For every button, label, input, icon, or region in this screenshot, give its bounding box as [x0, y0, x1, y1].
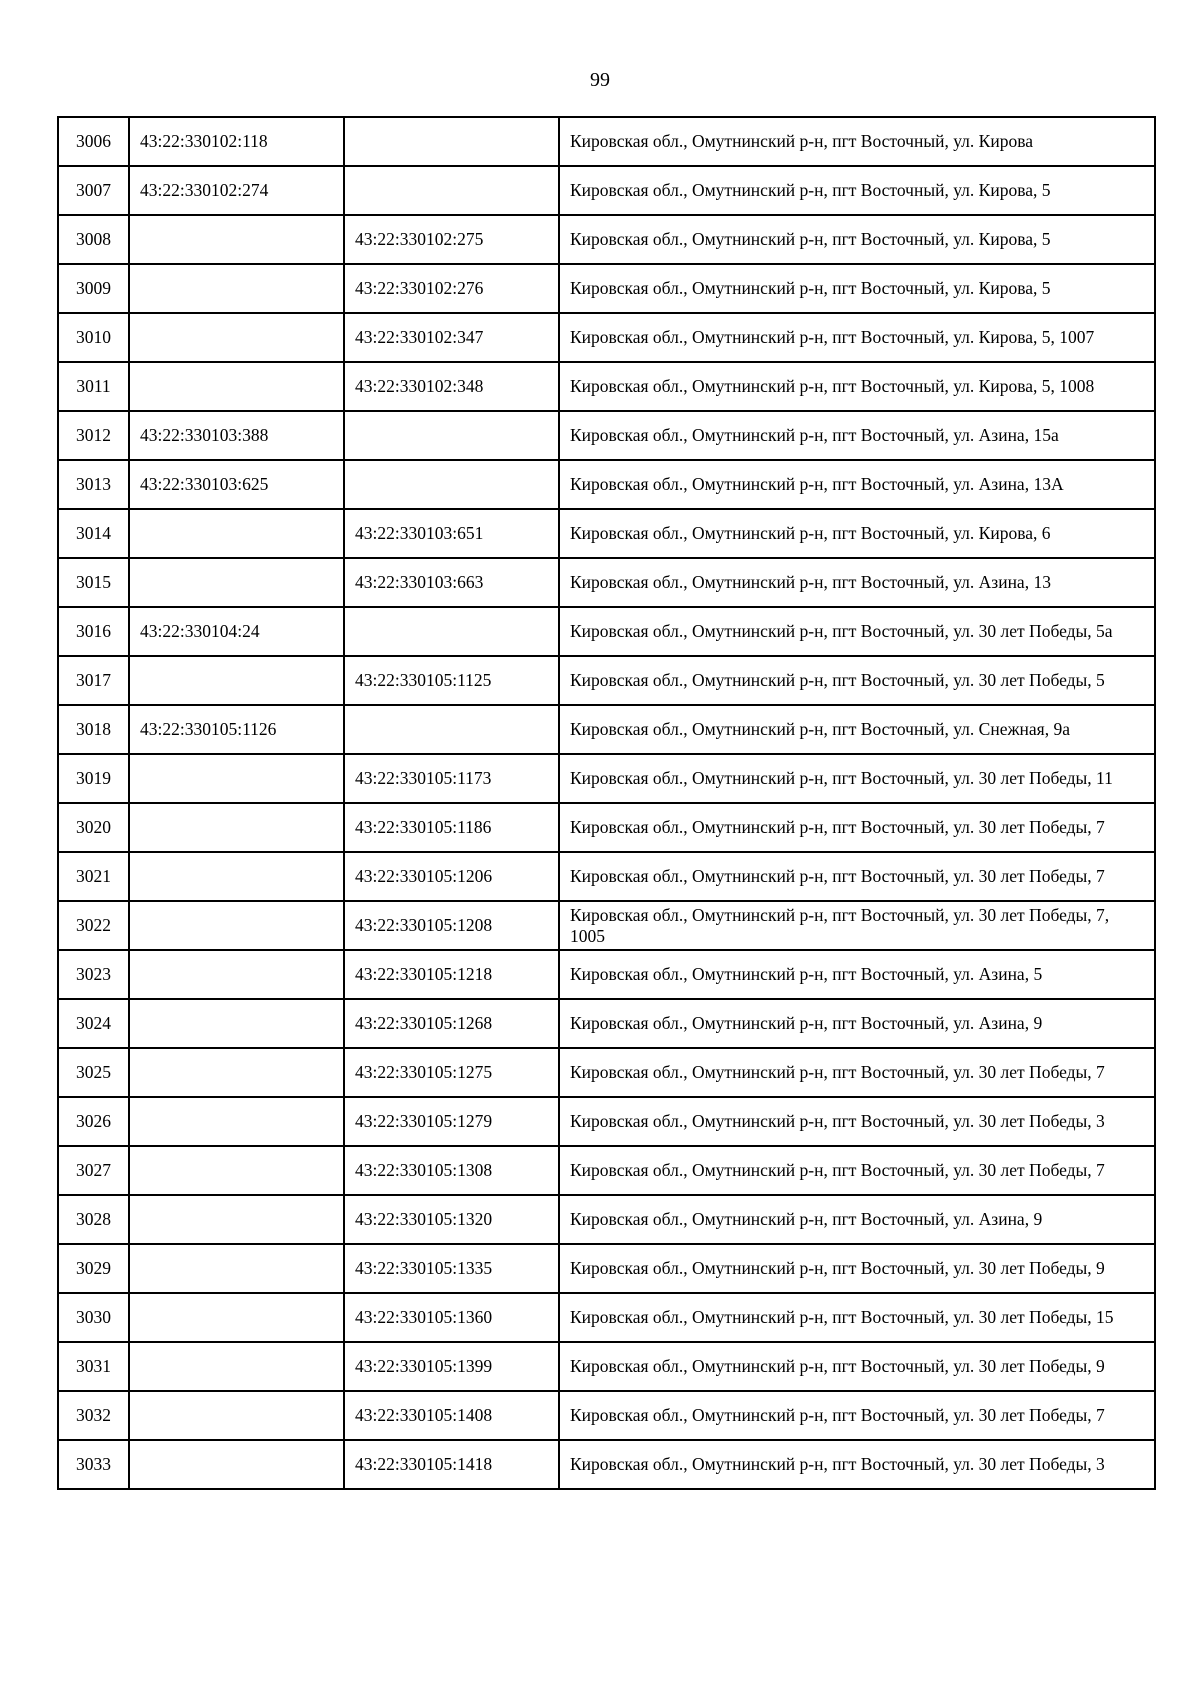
table-row [58, 313, 1155, 362]
building-cadastral-number-cell: 43:22:330105:1275 [344, 1048, 559, 1097]
parcel-cadastral-number-cell: 43:22:330103:625 [129, 460, 344, 509]
table-row [58, 999, 1155, 1048]
address-cell: Кировская обл., Омутнинский р-н, пгт Восточный, ул. Кирова [559, 117, 1155, 166]
row-number-cell: 3014 [58, 509, 129, 558]
parcel-cadastral-number-cell [129, 1195, 344, 1244]
building-cadastral-number-cell: 43:22:330102:348 [344, 362, 559, 411]
address-cell: Кировская обл., Омутнинский р-н, пгт Восточный, ул. Кирова, 5, 1007 [559, 313, 1155, 362]
table-row [58, 1244, 1155, 1293]
parcel-cadastral-number-cell [129, 901, 344, 950]
building-cadastral-number-cell [344, 117, 559, 166]
building-cadastral-number-cell [344, 607, 559, 656]
address-cell: Кировская обл., Омутнинский р-н, пгт Восточный, ул. Кирова, 5, 1008 [559, 362, 1155, 411]
table-row [58, 803, 1155, 852]
table-row [58, 117, 1155, 166]
table-row [58, 754, 1155, 803]
address-cell: Кировская обл., Омутнинский р-н, пгт Восточный, ул. 30 лет Победы, 7 [559, 852, 1155, 901]
address-cell: Кировская обл., Омутнинский р-н, пгт Восточный, ул. 30 лет Победы, 3 [559, 1097, 1155, 1146]
row-number-cell: 3015 [58, 558, 129, 607]
table-row [58, 264, 1155, 313]
address-cell: Кировская обл., Омутнинский р-н, пгт Восточный, ул. 30 лет Победы, 9 [559, 1342, 1155, 1391]
row-number-cell: 3011 [58, 362, 129, 411]
registry-table [57, 116, 1156, 1490]
address-cell: Кировская обл., Омутнинский р-н, пгт Восточный, ул. Азина, 13А [559, 460, 1155, 509]
parcel-cadastral-number-cell [129, 1391, 344, 1440]
row-number-cell: 3028 [58, 1195, 129, 1244]
building-cadastral-number-cell: 43:22:330103:663 [344, 558, 559, 607]
parcel-cadastral-number-cell [129, 852, 344, 901]
parcel-cadastral-number-cell [129, 1146, 344, 1195]
row-number-cell: 3030 [58, 1293, 129, 1342]
building-cadastral-number-cell: 43:22:330105:1360 [344, 1293, 559, 1342]
building-cadastral-number-cell: 43:22:330105:1206 [344, 852, 559, 901]
table-row [58, 1048, 1155, 1097]
table-row [58, 607, 1155, 656]
address-cell: Кировская обл., Омутнинский р-н, пгт Восточный, ул. Азина, 9 [559, 1195, 1155, 1244]
row-number-cell: 3023 [58, 950, 129, 999]
row-number-cell: 3032 [58, 1391, 129, 1440]
row-number-cell: 3012 [58, 411, 129, 460]
row-number-cell: 3025 [58, 1048, 129, 1097]
building-cadastral-number-cell: 43:22:330105:1308 [344, 1146, 559, 1195]
table-row [58, 215, 1155, 264]
table-row [58, 852, 1155, 901]
table-row [58, 1146, 1155, 1195]
parcel-cadastral-number-cell [129, 1342, 344, 1391]
parcel-cadastral-number-cell [129, 362, 344, 411]
parcel-cadastral-number-cell [129, 264, 344, 313]
table-row [58, 166, 1155, 215]
table-row [58, 950, 1155, 999]
parcel-cadastral-number-cell [129, 950, 344, 999]
building-cadastral-number-cell: 43:22:330105:1418 [344, 1440, 559, 1489]
building-cadastral-number-cell: 43:22:330103:651 [344, 509, 559, 558]
row-number-cell: 3017 [58, 656, 129, 705]
building-cadastral-number-cell [344, 705, 559, 754]
parcel-cadastral-number-cell [129, 1097, 344, 1146]
table-row [58, 362, 1155, 411]
row-number-cell: 3027 [58, 1146, 129, 1195]
address-cell: Кировская обл., Омутнинский р-н, пгт Восточный, ул. Кирова, 5 [559, 215, 1155, 264]
parcel-cadastral-number-cell [129, 313, 344, 362]
address-cell: Кировская обл., Омутнинский р-н, пгт Восточный, ул. 30 лет Победы, 11 [559, 754, 1155, 803]
table-row [58, 411, 1155, 460]
address-cell: Кировская обл., Омутнинский р-н, пгт Восточный, ул. 30 лет Победы, 7 [559, 1391, 1155, 1440]
address-cell: Кировская обл., Омутнинский р-н, пгт Восточный, ул. Азина, 13 [559, 558, 1155, 607]
building-cadastral-number-cell: 43:22:330105:1408 [344, 1391, 559, 1440]
address-cell: Кировская обл., Омутнинский р-н, пгт Восточный, ул. 30 лет Победы, 5а [559, 607, 1155, 656]
row-number-cell: 3031 [58, 1342, 129, 1391]
parcel-cadastral-number-cell [129, 754, 344, 803]
parcel-cadastral-number-cell [129, 656, 344, 705]
row-number-cell: 3013 [58, 460, 129, 509]
parcel-cadastral-number-cell [129, 509, 344, 558]
parcel-cadastral-number-cell [129, 1293, 344, 1342]
parcel-cadastral-number-cell: 43:22:330102:274 [129, 166, 344, 215]
row-number-cell: 3029 [58, 1244, 129, 1293]
row-number-cell: 3022 [58, 901, 129, 950]
building-cadastral-number-cell: 43:22:330105:1320 [344, 1195, 559, 1244]
parcel-cadastral-number-cell [129, 1440, 344, 1489]
building-cadastral-number-cell: 43:22:330105:1173 [344, 754, 559, 803]
registry-table-body [58, 117, 1155, 1489]
building-cadastral-number-cell: 43:22:330105:1335 [344, 1244, 559, 1293]
row-number-cell: 3008 [58, 215, 129, 264]
row-number-cell: 3033 [58, 1440, 129, 1489]
table-row [58, 1097, 1155, 1146]
building-cadastral-number-cell [344, 166, 559, 215]
address-cell: Кировская обл., Омутнинский р-н, пгт Восточный, ул. 30 лет Победы, 7 [559, 1146, 1155, 1195]
building-cadastral-number-cell: 43:22:330102:275 [344, 215, 559, 264]
row-number-cell: 3009 [58, 264, 129, 313]
address-cell: Кировская обл., Омутнинский р-н, пгт Восточный, ул. Снежная, 9а [559, 705, 1155, 754]
address-cell: Кировская обл., Омутнинский р-н, пгт Восточный, ул. Азина, 15а [559, 411, 1155, 460]
address-cell: Кировская обл., Омутнинский р-н, пгт Восточный, ул. 30 лет Победы, 9 [559, 1244, 1155, 1293]
building-cadastral-number-cell [344, 460, 559, 509]
row-number-cell: 3024 [58, 999, 129, 1048]
building-cadastral-number-cell: 43:22:330102:276 [344, 264, 559, 313]
table-row [58, 460, 1155, 509]
table-row [58, 509, 1155, 558]
building-cadastral-number-cell: 43:22:330105:1186 [344, 803, 559, 852]
parcel-cadastral-number-cell [129, 558, 344, 607]
building-cadastral-number-cell: 43:22:330105:1399 [344, 1342, 559, 1391]
address-cell: Кировская обл., Омутнинский р-н, пгт Восточный, ул. Азина, 9 [559, 999, 1155, 1048]
parcel-cadastral-number-cell: 43:22:330104:24 [129, 607, 344, 656]
row-number-cell: 3026 [58, 1097, 129, 1146]
building-cadastral-number-cell: 43:22:330105:1208 [344, 901, 559, 950]
page-number: 99 [590, 69, 610, 91]
table-row [58, 1342, 1155, 1391]
address-cell: Кировская обл., Омутнинский р-н, пгт Восточный, ул. 30 лет Победы, 7, 1005 [559, 901, 1155, 950]
row-number-cell: 3018 [58, 705, 129, 754]
table-row [58, 1440, 1155, 1489]
address-cell: Кировская обл., Омутнинский р-н, пгт Восточный, ул. 30 лет Победы, 7 [559, 803, 1155, 852]
row-number-cell: 3007 [58, 166, 129, 215]
parcel-cadastral-number-cell: 43:22:330102:118 [129, 117, 344, 166]
address-cell: Кировская обл., Омутнинский р-н, пгт Восточный, ул. Кирова, 5 [559, 166, 1155, 215]
building-cadastral-number-cell: 43:22:330102:347 [344, 313, 559, 362]
parcel-cadastral-number-cell [129, 1048, 344, 1097]
table-row [58, 901, 1155, 950]
address-cell: Кировская обл., Омутнинский р-н, пгт Восточный, ул. 30 лет Победы, 3 [559, 1440, 1155, 1489]
building-cadastral-number-cell: 43:22:330105:1268 [344, 999, 559, 1048]
table-row [58, 1195, 1155, 1244]
parcel-cadastral-number-cell [129, 803, 344, 852]
row-number-cell: 3016 [58, 607, 129, 656]
address-cell: Кировская обл., Омутнинский р-н, пгт Восточный, ул. Азина, 5 [559, 950, 1155, 999]
parcel-cadastral-number-cell: 43:22:330103:388 [129, 411, 344, 460]
building-cadastral-number-cell: 43:22:330105:1125 [344, 656, 559, 705]
row-number-cell: 3006 [58, 117, 129, 166]
address-cell: Кировская обл., Омутнинский р-н, пгт Восточный, ул. Кирова, 6 [559, 509, 1155, 558]
building-cadastral-number-cell: 43:22:330105:1279 [344, 1097, 559, 1146]
address-cell: Кировская обл., Омутнинский р-н, пгт Восточный, ул. 30 лет Победы, 7 [559, 1048, 1155, 1097]
row-number-cell: 3020 [58, 803, 129, 852]
parcel-cadastral-number-cell: 43:22:330105:1126 [129, 705, 344, 754]
parcel-cadastral-number-cell [129, 1244, 344, 1293]
address-cell: Кировская обл., Омутнинский р-н, пгт Восточный, ул. Кирова, 5 [559, 264, 1155, 313]
row-number-cell: 3021 [58, 852, 129, 901]
table-row [58, 705, 1155, 754]
table-row [58, 1293, 1155, 1342]
building-cadastral-number-cell: 43:22:330105:1218 [344, 950, 559, 999]
row-number-cell: 3019 [58, 754, 129, 803]
parcel-cadastral-number-cell [129, 215, 344, 264]
table-row [58, 656, 1155, 705]
address-cell: Кировская обл., Омутнинский р-н, пгт Восточный, ул. 30 лет Победы, 15 [559, 1293, 1155, 1342]
parcel-cadastral-number-cell [129, 999, 344, 1048]
address-cell: Кировская обл., Омутнинский р-н, пгт Восточный, ул. 30 лет Победы, 5 [559, 656, 1155, 705]
table-row [58, 1391, 1155, 1440]
row-number-cell: 3010 [58, 313, 129, 362]
table-row [58, 558, 1155, 607]
building-cadastral-number-cell [344, 411, 559, 460]
